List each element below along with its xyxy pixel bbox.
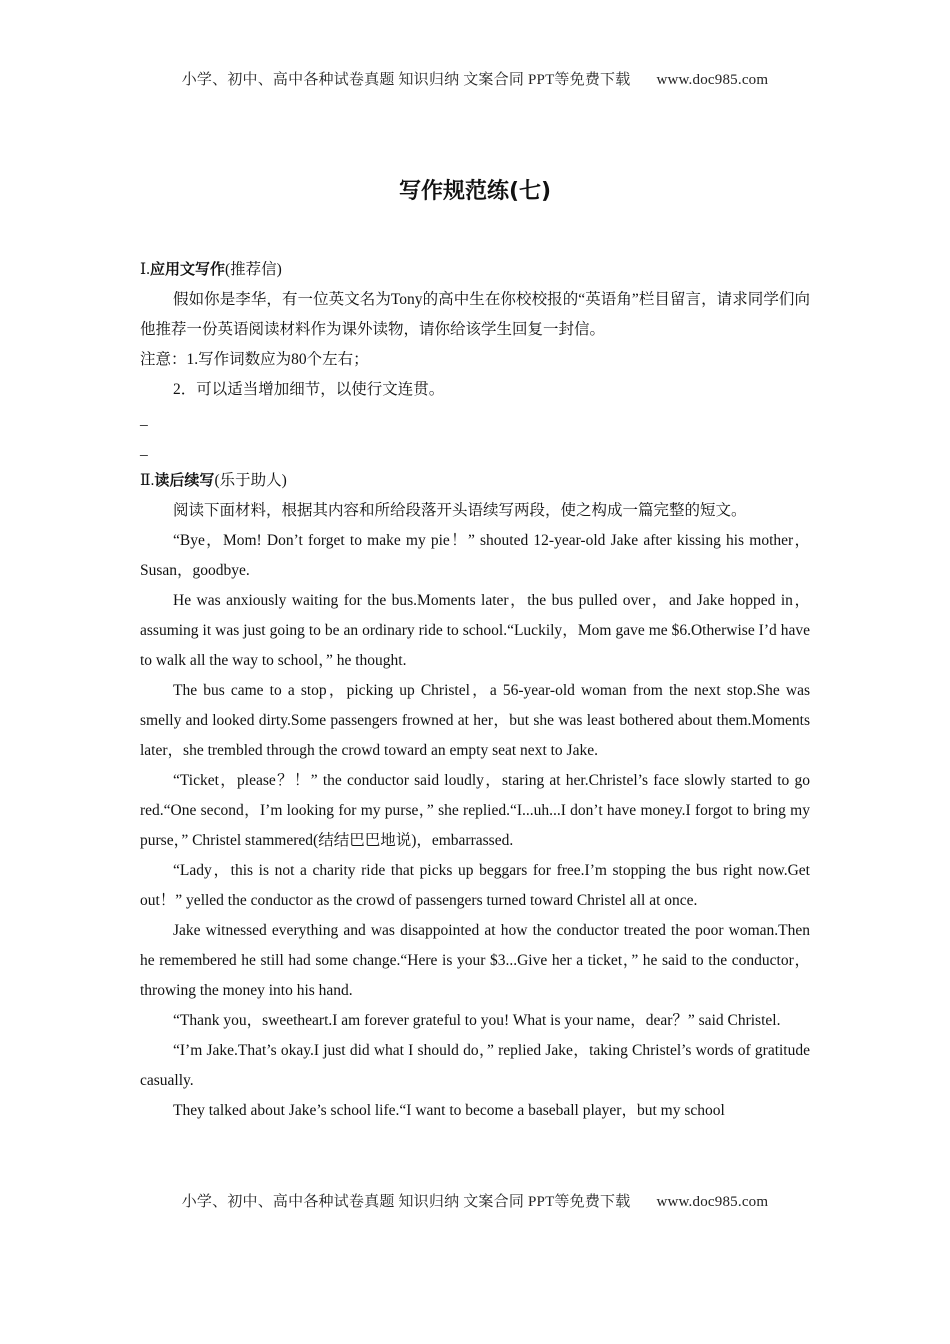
section-2-subtitle: (乐于助人)	[214, 472, 287, 489]
section-1-note-2: 2．可以适当增加细节，以使行文连贯。	[173, 381, 445, 398]
section-2-instruction: 阅读下面材料，根据其内容和所给段落开头语续写两段，使之构成一篇完整的短文。	[173, 502, 747, 519]
story-paragraph: “Bye，Mom! Don’t forget to make my pie！” shouted 12-year-old Jake after kissing his mother，Susan，goodbye.	[140, 532, 810, 579]
section-1-numeral: Ⅰ.	[140, 261, 150, 278]
story-paragraph: The bus came to a stop，picking up Christel，a 56-year-old woman from the next stop.She was smelly and looked dirty.Some passengers frowned at her，but she was least bothered about them.Moments later，she trembled through the crowd toward an empty seat next to Jake.	[140, 682, 810, 759]
page-header	[0, 68, 950, 89]
story-paragraph: Jake witnessed everything and was disappointed at how the conductor treated the poor woman.Then he remembered he still had some change.“Here is your $3...Give her a ticket，” he said to the conductor，throwing the money into his hand.	[140, 922, 810, 999]
page-footer	[0, 1190, 950, 1211]
answer-blank-line[interactable]: _	[140, 441, 148, 458]
story-paragraph: “Ticket，please？！” the conductor said loudly，staring at her.Christel’s face slowly started to go red.“One second，I’m looking for my purse，” she replied.“I...uh...I don’t have money.I forgot to bring my purse，” Christel stammered(结结巴巴地说)，embarrassed.	[140, 772, 810, 849]
story-paragraph: “Lady，this is not a charity ride that picks up beggars for free.I’m stopping the bus right now.Get out！” yelled the conductor as the crowd of passengers turned toward Christel all at once.	[140, 862, 810, 909]
section-1-heading	[140, 254, 810, 285]
footer-site-link[interactable]: www.doc985.com	[656, 1194, 769, 1210]
story-paragraph: “Thank you，sweetheart.I am forever grateful to you! What is your name，dear？” said Christel.	[173, 1012, 781, 1029]
page-title: 写作规范练(七)	[398, 179, 552, 204]
section-1-subtitle: (推荐信)	[225, 261, 282, 278]
section-1-note-1: 注意：1.写作词数应为80个左右；	[140, 351, 369, 368]
story-paragraph: They talked about Jake’s school life.“I want to become a baseball player，but my school	[173, 1102, 725, 1119]
header-site-link[interactable]: www.doc985.com	[656, 72, 769, 88]
story-paragraph: He was anxiously waiting for the bus.Moments later，the bus pulled over，and Jake hopped in，assuming it was just going to be an ordinary ride to school.“Luckily，Mom gave me $6.Otherwise I’d have to walk all the way to school，” he thought.	[140, 592, 810, 669]
section-2-title: 读后续写	[154, 471, 215, 489]
section-2-numeral: Ⅱ.	[140, 472, 155, 489]
document-body	[140, 254, 810, 1126]
answer-blank-line[interactable]: _	[140, 411, 148, 428]
section-1-title: 应用文写作	[150, 260, 226, 278]
footer-text: 小学、初中、高中各种试卷真题 知识归纳 文案合同 PPT等免费下载	[181, 1194, 631, 1210]
story-paragraph: “I’m Jake.That’s okay.I just did what I should do，” replied Jake，taking Christel’s words of gratitude casually.	[140, 1042, 810, 1089]
header-text: 小学、初中、高中各种试卷真题 知识归纳 文案合同 PPT等免费下载	[181, 72, 631, 88]
section-1-prompt: 假如你是李华，有一位英文名为Tony的高中生在你校校报的“英语角”栏目留言，请求同学们向他推荐一份英语阅读材料作为课外读物，请你给该学生回复一封信。	[140, 291, 810, 338]
section-2-heading	[140, 465, 810, 496]
